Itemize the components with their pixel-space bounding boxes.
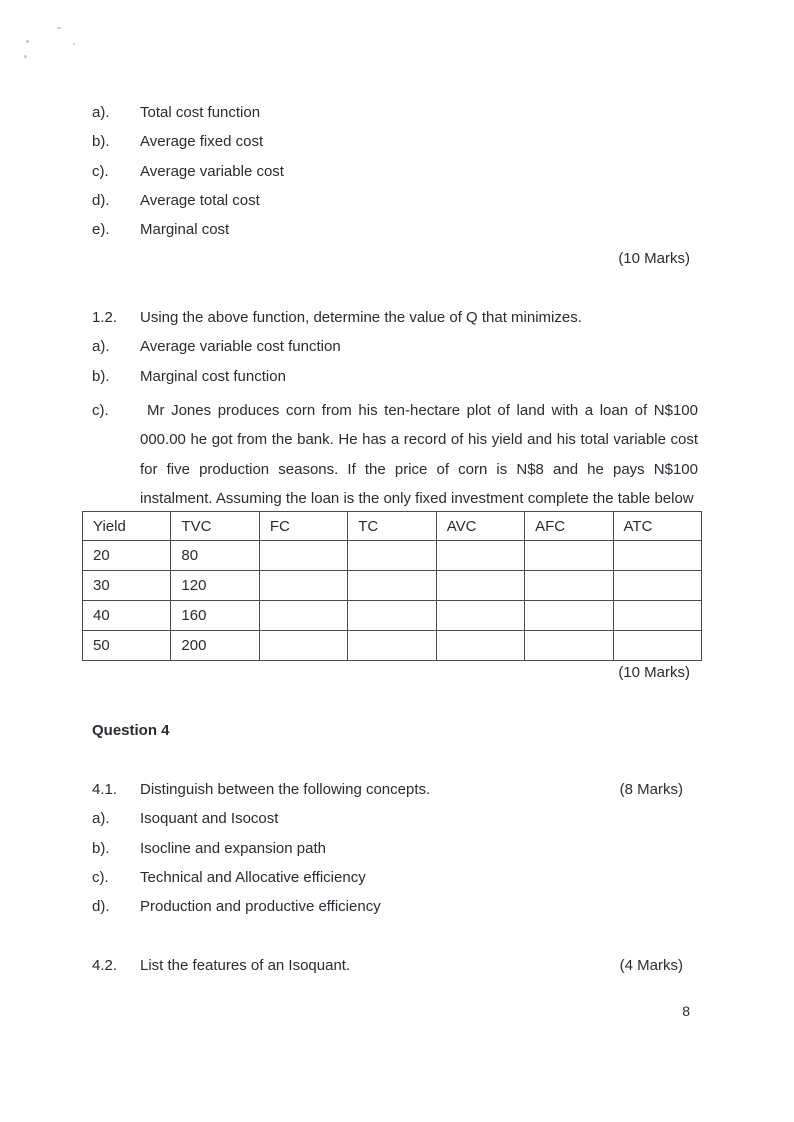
table-row bbox=[83, 541, 702, 571]
item-text: Technical and Allocative efficiency bbox=[140, 869, 366, 886]
question-1-2 bbox=[92, 308, 683, 327]
column-header: ATC bbox=[613, 512, 701, 541]
marks-label: (4 Marks) bbox=[619, 957, 683, 974]
item-text: Mr Jones produces corn from his ten-hectare plot of land with a loan of N$100 000.00 he got from the bank. He has a record of his yield and his total variable cost for five production seasons. If the price of corn is N$8 and he pays N$100 instalment. Assuming the loan is the only fixed investment complete the table below bbox=[140, 402, 698, 508]
item-text: Isocline and expansion path bbox=[140, 840, 326, 857]
table-cell: 30 bbox=[83, 571, 171, 601]
list-item-paragraph bbox=[92, 401, 698, 514]
question-4-title: Question 4 bbox=[92, 722, 170, 739]
item-text: Total cost function bbox=[140, 104, 261, 121]
column-header: TC bbox=[348, 512, 436, 541]
table-cell bbox=[613, 571, 701, 601]
table-cell: 20 bbox=[83, 541, 171, 571]
question-number: 1.2. bbox=[92, 309, 118, 326]
scan-speck bbox=[24, 55, 27, 58]
question-text-group bbox=[92, 780, 430, 799]
item-text: Average fixed cost bbox=[140, 133, 264, 150]
item-text: Average variable cost function bbox=[140, 338, 341, 355]
table-cell bbox=[613, 631, 701, 661]
table-cell bbox=[525, 571, 613, 601]
table-cell bbox=[436, 631, 524, 661]
table-cell bbox=[259, 571, 347, 601]
table-cell bbox=[259, 631, 347, 661]
list-item bbox=[92, 897, 683, 916]
table-cell bbox=[436, 601, 524, 631]
scan-speck bbox=[57, 27, 61, 29]
list-item bbox=[92, 220, 683, 239]
column-header: AVC bbox=[436, 512, 524, 541]
table-cell: 120 bbox=[171, 571, 259, 601]
column-header: AFC bbox=[525, 512, 613, 541]
marks-label: (8 Marks) bbox=[619, 781, 683, 798]
question-text-group bbox=[92, 956, 350, 975]
item-text: Production and productive efficiency bbox=[140, 898, 381, 915]
list-item bbox=[92, 162, 683, 181]
table-cell bbox=[613, 601, 701, 631]
item-text: Marginal cost function bbox=[140, 368, 286, 385]
item-label: e). bbox=[92, 221, 110, 238]
table-cell bbox=[525, 631, 613, 661]
item-text: Marginal cost bbox=[140, 221, 230, 238]
table-row bbox=[83, 631, 702, 661]
column-header: Yield bbox=[83, 512, 171, 541]
question-number: 4.1. bbox=[92, 781, 118, 798]
item-label: c). bbox=[92, 163, 109, 180]
table-cell bbox=[525, 601, 613, 631]
question-number: 4.2. bbox=[92, 957, 118, 974]
table-cell bbox=[525, 541, 613, 571]
item-text: Isoquant and Isocost bbox=[140, 810, 279, 827]
table-cell: 160 bbox=[171, 601, 259, 631]
item-label: a). bbox=[92, 338, 110, 355]
item-text: Average total cost bbox=[140, 192, 260, 209]
item-label: c). bbox=[92, 402, 109, 419]
table-cell bbox=[259, 541, 347, 571]
question-4-1 bbox=[92, 780, 683, 799]
cost-table bbox=[82, 511, 702, 661]
table-cell: 50 bbox=[83, 631, 171, 661]
item-label: b). bbox=[92, 133, 110, 150]
question-text: Using the above function, determine the value of Q that minimizes. bbox=[140, 309, 582, 326]
table-cell bbox=[259, 601, 347, 631]
table-cell bbox=[348, 571, 436, 601]
marks-label: (10 Marks) bbox=[618, 664, 690, 681]
table-cell bbox=[436, 541, 524, 571]
column-header: TVC bbox=[171, 512, 259, 541]
scan-speck bbox=[73, 43, 75, 45]
question-text: Distinguish between the following concepts. bbox=[140, 781, 431, 798]
list-item bbox=[92, 367, 683, 386]
list-item bbox=[92, 809, 683, 828]
table-cell bbox=[613, 541, 701, 571]
item-label: c). bbox=[92, 869, 109, 886]
table-cell bbox=[436, 571, 524, 601]
table-row bbox=[83, 601, 702, 631]
page-number: 8 bbox=[682, 1003, 690, 1019]
scan-speck bbox=[26, 40, 29, 43]
column-header: FC bbox=[259, 512, 347, 541]
question-text: List the features of an Isoquant. bbox=[140, 957, 351, 974]
table-cell: 80 bbox=[171, 541, 259, 571]
item-label: b). bbox=[92, 368, 110, 385]
list-item bbox=[92, 132, 683, 151]
list-item bbox=[92, 337, 683, 356]
list-item bbox=[92, 191, 683, 210]
item-text: Average variable cost bbox=[140, 163, 284, 180]
list-item bbox=[92, 103, 683, 122]
table-cell bbox=[348, 601, 436, 631]
list-item bbox=[92, 839, 683, 858]
question-4-2 bbox=[92, 956, 683, 975]
table-header-row bbox=[83, 512, 702, 541]
table-cell: 40 bbox=[83, 601, 171, 631]
marks-label: (10 Marks) bbox=[618, 250, 690, 267]
table-cell bbox=[348, 541, 436, 571]
table-cell bbox=[348, 631, 436, 661]
item-label: a). bbox=[92, 810, 110, 827]
item-label: a). bbox=[92, 104, 110, 121]
item-label: d). bbox=[92, 898, 110, 915]
list-item bbox=[92, 868, 683, 887]
table-row bbox=[83, 571, 702, 601]
item-label: d). bbox=[92, 192, 110, 209]
item-label: b). bbox=[92, 840, 110, 857]
table-cell: 200 bbox=[171, 631, 259, 661]
